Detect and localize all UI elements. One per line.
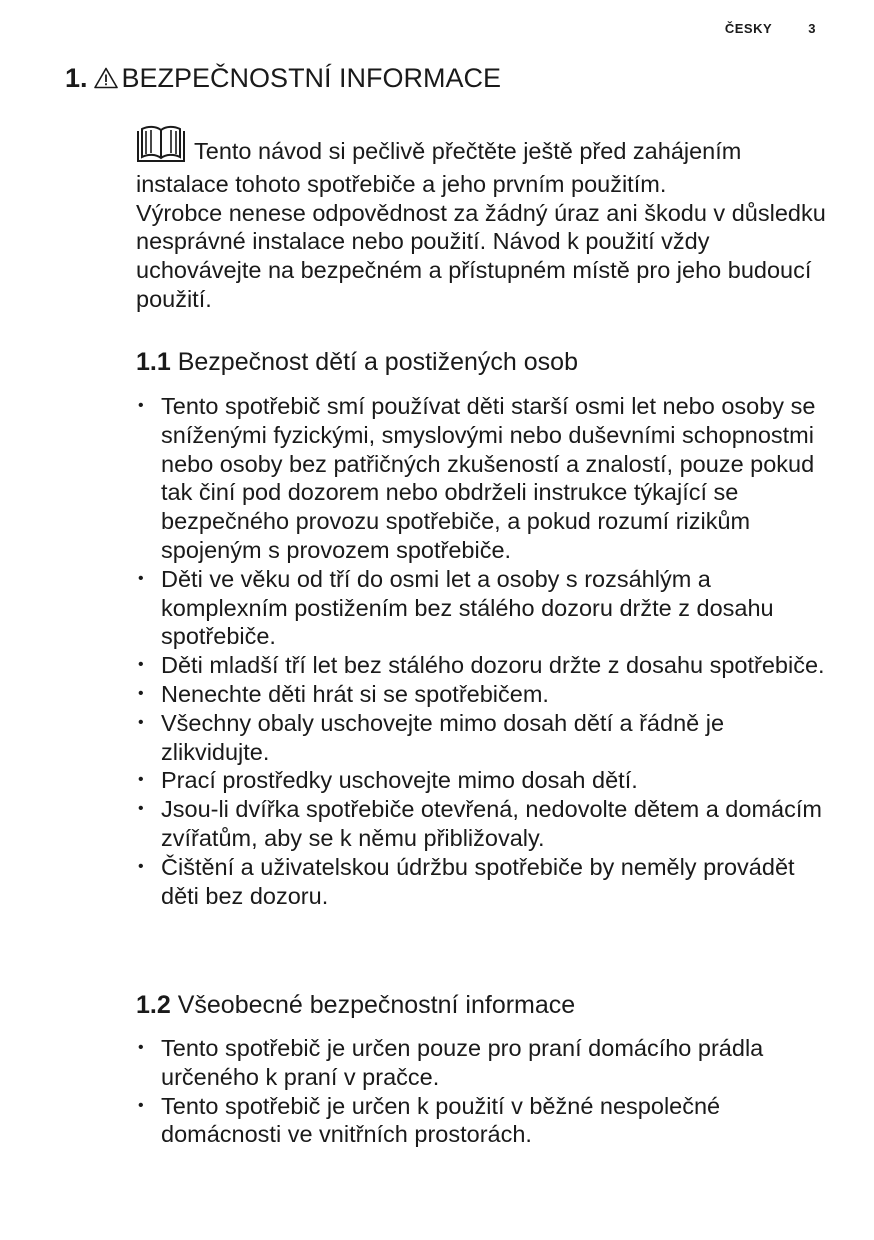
list-item: • Všechny obaly uschovejte mimo dosah dětí a řádně je zlikvidujte. xyxy=(136,709,836,767)
manual-book-icon xyxy=(136,125,186,170)
list-item: • Prací prostředky uschovejte mimo dosah dětí. xyxy=(136,766,836,795)
list-item: • Tento spotřebič smí používat děti starší osmi let nebo osoby se sníženými fyzickými, smyslovými nebo duševními schopnostmi nebo osoby bez patřičných zkušeností a znalostí, pouze pokud tak činí pod dozorem nebo obdrželi instrukce týkající se bezpečného provozu spotřebiče, a pokud rozumí rizikům spojeným s provozem spotřebiče. xyxy=(136,392,836,565)
subsection-1-list xyxy=(136,392,836,910)
list-item: • Tento spotřebič je určen k použití v běžné nespolečné domácnosti ve vnitřních prostorách. xyxy=(136,1092,836,1150)
section-number: 1. xyxy=(65,63,88,93)
section-title xyxy=(65,62,501,96)
page-number: 3 xyxy=(808,21,816,36)
subsection-1-heading xyxy=(136,347,578,377)
subsection-2-heading xyxy=(136,990,575,1020)
page-header xyxy=(725,21,816,36)
list-item: • Čištění a uživatelskou údržbu spotřebiče by neměly provádět děti bez dozoru. xyxy=(136,853,836,911)
intro-paragraph-1: Tento návod si pečlivě přečtěte ještě před zahájením instalace tohoto spotřebiče a jeho prvním použitím. xyxy=(136,125,826,199)
subsection-1-number: 1.1 xyxy=(136,348,171,376)
list-item: • Tento spotřebič je určen pouze pro praní domácího prádla určeného k praní v pračce. xyxy=(136,1034,836,1092)
subsection-2-number: 1.2 xyxy=(136,991,171,1019)
section-title-text: BEZPEČNOSTNÍ INFORMACE xyxy=(121,63,502,93)
subsection-2-title: Všeobecné bezpečnostní informace xyxy=(177,991,576,1019)
subsection-1-title: Bezpečnost dětí a postižených osob xyxy=(177,348,578,376)
list-item: • Nenechte děti hrát si se spotřebičem. xyxy=(136,680,836,709)
intro-paragraph-2: Výrobce nenese odpovědnost za žádný úraz ani škodu v důsledku nesprávné instalace nebo použití. Návod k použití vždy uchovávejte na bezpečném a přístupném místě pro jeho budoucí použití. xyxy=(136,199,826,312)
list-item: • Jsou-li dvířka spotřebiče otevřená, nedovolte dětem a domácím zvířatům, aby se k němu přibližovaly. xyxy=(136,795,836,853)
list-item: • Děti mladší tří let bez stálého dozoru držte z dosahu spotřebiče. xyxy=(136,651,836,680)
language-label: ČESKY xyxy=(724,21,773,36)
subsection-2-list xyxy=(136,1034,836,1149)
list-item: • Děti ve věku od tří do osmi let a osoby s rozsáhlým a komplexním postižením bez stálého dozoru držte z dosahu spotřebiče. xyxy=(136,565,836,651)
intro-block xyxy=(136,125,826,314)
warning-triangle-icon xyxy=(94,64,118,96)
